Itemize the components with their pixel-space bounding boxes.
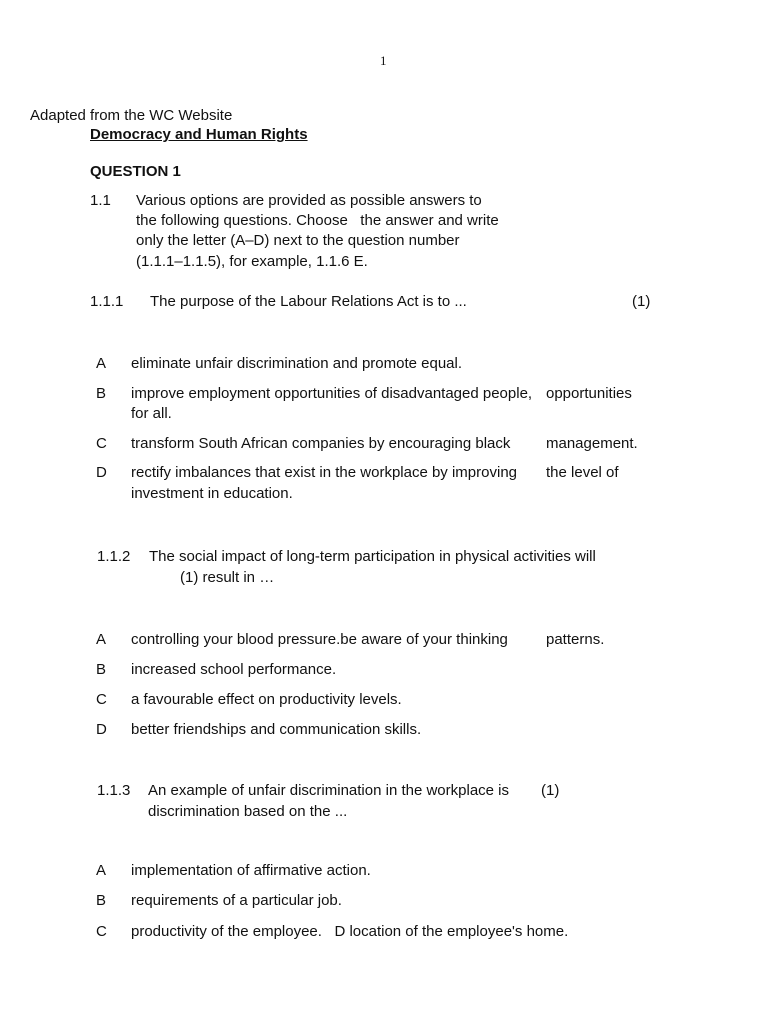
q111-option-c-letter: C [96, 435, 107, 452]
q112-option-c-text: a favourable effect on productivity levels. [131, 691, 402, 708]
q111-option-c-text: transform South African companies by encouraging black [131, 435, 511, 452]
q111-option-d-text-cont: investment in education. [131, 485, 293, 502]
q113-number: 1.1.3 [97, 782, 131, 799]
document-title: Democracy and Human Rights [90, 126, 308, 143]
q11-line-3: only the letter (A–D) next to the question number [136, 232, 460, 249]
q113-text-cont: discrimination based on the ... [148, 803, 348, 820]
q111-option-b-text: improve employment opportunities of disadvantaged people, [131, 385, 533, 402]
q111-option-b-letter: B [96, 385, 107, 402]
q111-option-c-tail: management. [546, 435, 638, 452]
q112-text-cont: (1) result in … [180, 569, 275, 586]
q113-text: An example of unfair discrimination in the workplace is [148, 782, 510, 799]
q112-option-a-letter: A [96, 631, 107, 648]
q113-marks: (1) [541, 782, 560, 799]
q113-option-c-letter: C [96, 923, 107, 940]
q111-option-d-text: rectify imbalances that exist in the workplace by improving [131, 464, 518, 481]
question-heading: QUESTION 1 [90, 163, 181, 180]
q113-option-a-text: implementation of affirmative action. [131, 862, 371, 879]
q113-option-c-text: productivity of the employee. D location of the employee's home. [131, 923, 569, 940]
source-note: Adapted from the WC Website [30, 107, 233, 124]
q112-option-d-letter: D [96, 721, 107, 738]
q112-option-b-letter: B [96, 661, 107, 678]
q112-option-a-text: controlling your blood pressure.be aware of your thinking [131, 631, 508, 648]
q113-option-a-letter: A [96, 862, 107, 879]
q11-line-2: the following questions. Choose the answer and write [136, 212, 499, 229]
q111-text: The purpose of the Labour Relations Act is to ... [150, 293, 467, 310]
q112-text: The social impact of long-term participation in physical activities will [149, 548, 596, 565]
q111-option-a-letter: A [96, 355, 107, 372]
q111-option-b-tail: opportunities [546, 385, 632, 402]
q111-option-a-text: eliminate unfair discrimination and promote equal. [131, 355, 463, 372]
q111-marks: (1) [632, 293, 651, 310]
q11-number: 1.1 [90, 192, 111, 209]
q11-line-1: Various options are provided as possible answers to [136, 192, 482, 209]
q113-option-b-letter: B [96, 892, 107, 909]
q112-option-d-text: better friendships and communication skills. [131, 721, 422, 738]
q112-option-b-text: increased school performance. [131, 661, 337, 678]
q112-number: 1.1.2 [97, 548, 131, 565]
q111-number: 1.1.1 [90, 293, 124, 310]
q11-line-4: (1.1.1–1.1.5), for example, 1.1.6 E. [136, 253, 368, 270]
q112-option-a-tail: patterns. [546, 631, 605, 648]
q111-option-d-tail: the level of [546, 464, 619, 481]
page-number: 1 [380, 53, 387, 68]
q111-option-b-text-cont: for all. [131, 405, 172, 422]
q113-option-b-text: requirements of a particular job. [131, 892, 342, 909]
q111-option-d-letter: D [96, 464, 107, 481]
q112-option-c-letter: C [96, 691, 107, 708]
